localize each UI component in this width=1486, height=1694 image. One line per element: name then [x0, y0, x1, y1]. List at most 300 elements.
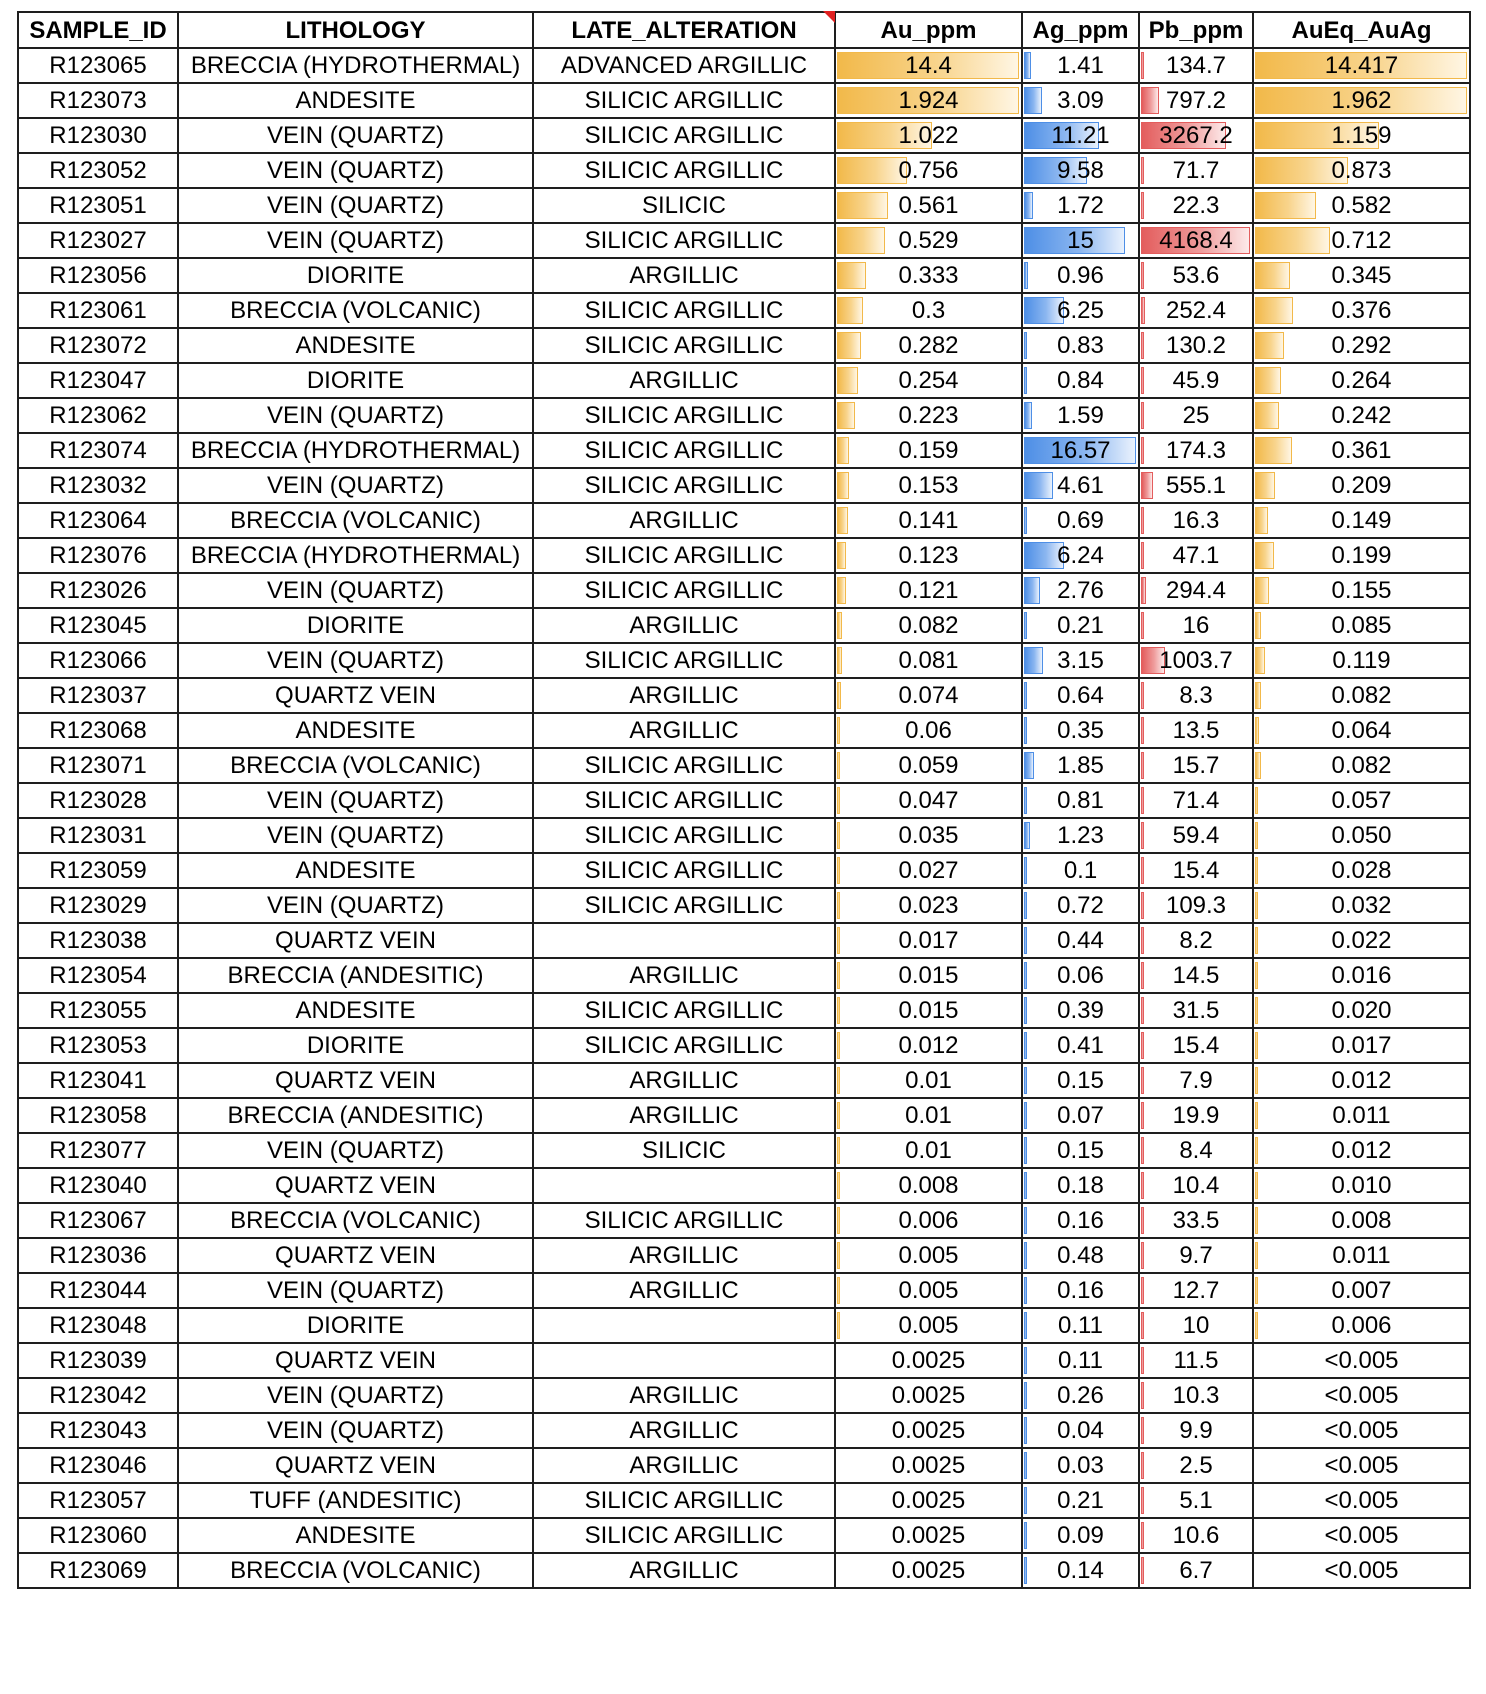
cell-sample-id[interactable]: R123048: [18, 1308, 178, 1343]
cell-aueq-auag[interactable]: [1253, 398, 1470, 433]
cell-pb-ppm[interactable]: [1139, 223, 1253, 258]
cell-late-alteration[interactable]: ARGILLIC: [533, 1378, 835, 1413]
cell-ag-ppm[interactable]: [1022, 1518, 1139, 1553]
cell-lithology[interactable]: BRECCIA (ANDESITIC): [178, 1098, 533, 1133]
cell-au-ppm[interactable]: [835, 1133, 1022, 1168]
cell-lithology[interactable]: QUARTZ VEIN: [178, 678, 533, 713]
cell-sample-id[interactable]: R123060: [18, 1518, 178, 1553]
cell-pb-ppm[interactable]: [1139, 958, 1253, 993]
header-pb-ppm[interactable]: Pb_ppm: [1139, 12, 1253, 48]
cell-lithology[interactable]: BRECCIA (VOLCANIC): [178, 503, 533, 538]
cell-lithology[interactable]: VEIN (QUARTZ): [178, 643, 533, 678]
cell-au-ppm[interactable]: [835, 993, 1022, 1028]
cell-aueq-auag[interactable]: [1253, 748, 1470, 783]
cell-ag-ppm[interactable]: [1022, 1133, 1139, 1168]
cell-late-alteration[interactable]: [533, 1308, 835, 1343]
cell-ag-ppm[interactable]: [1022, 538, 1139, 573]
cell-pb-ppm[interactable]: [1139, 1343, 1253, 1378]
cell-aueq-auag[interactable]: [1253, 538, 1470, 573]
cell-aueq-auag[interactable]: [1253, 258, 1470, 293]
cell-sample-id[interactable]: R123071: [18, 748, 178, 783]
cell-lithology[interactable]: ANDESITE: [178, 853, 533, 888]
cell-aueq-auag[interactable]: [1253, 48, 1470, 83]
cell-pb-ppm[interactable]: [1139, 503, 1253, 538]
cell-pb-ppm[interactable]: [1139, 1203, 1253, 1238]
cell-au-ppm[interactable]: [835, 1098, 1022, 1133]
cell-late-alteration[interactable]: SILICIC ARGILLIC: [533, 818, 835, 853]
cell-aueq-auag[interactable]: [1253, 1378, 1470, 1413]
cell-late-alteration[interactable]: [533, 1168, 835, 1203]
cell-late-alteration[interactable]: ARGILLIC: [533, 1553, 835, 1588]
cell-au-ppm[interactable]: [835, 888, 1022, 923]
cell-late-alteration[interactable]: SILICIC ARGILLIC: [533, 1483, 835, 1518]
cell-sample-id[interactable]: R123052: [18, 153, 178, 188]
cell-lithology[interactable]: VEIN (QUARTZ): [178, 783, 533, 818]
cell-au-ppm[interactable]: [835, 1203, 1022, 1238]
cell-lithology[interactable]: QUARTZ VEIN: [178, 1343, 533, 1378]
cell-au-ppm[interactable]: [835, 608, 1022, 643]
cell-ag-ppm[interactable]: [1022, 713, 1139, 748]
cell-pb-ppm[interactable]: [1139, 258, 1253, 293]
cell-au-ppm[interactable]: [835, 468, 1022, 503]
cell-pb-ppm[interactable]: [1139, 1273, 1253, 1308]
cell-late-alteration[interactable]: SILICIC ARGILLIC: [533, 293, 835, 328]
cell-pb-ppm[interactable]: [1139, 783, 1253, 818]
cell-sample-id[interactable]: R123043: [18, 1413, 178, 1448]
cell-sample-id[interactable]: R123051: [18, 188, 178, 223]
cell-ag-ppm[interactable]: [1022, 678, 1139, 713]
cell-ag-ppm[interactable]: [1022, 818, 1139, 853]
cell-aueq-auag[interactable]: [1253, 1133, 1470, 1168]
cell-pb-ppm[interactable]: [1139, 993, 1253, 1028]
cell-pb-ppm[interactable]: [1139, 888, 1253, 923]
cell-au-ppm[interactable]: [835, 818, 1022, 853]
cell-ag-ppm[interactable]: [1022, 83, 1139, 118]
cell-sample-id[interactable]: R123054: [18, 958, 178, 993]
cell-lithology[interactable]: VEIN (QUARTZ): [178, 1133, 533, 1168]
cell-aueq-auag[interactable]: [1253, 1098, 1470, 1133]
cell-sample-id[interactable]: R123053: [18, 1028, 178, 1063]
cell-aueq-auag[interactable]: [1253, 783, 1470, 818]
cell-sample-id[interactable]: R123032: [18, 468, 178, 503]
cell-au-ppm[interactable]: [835, 293, 1022, 328]
cell-sample-id[interactable]: R123042: [18, 1378, 178, 1413]
cell-aueq-auag[interactable]: [1253, 363, 1470, 398]
cell-late-alteration[interactable]: ARGILLIC: [533, 1238, 835, 1273]
cell-ag-ppm[interactable]: [1022, 1168, 1139, 1203]
cell-late-alteration[interactable]: SILICIC ARGILLIC: [533, 223, 835, 258]
cell-aueq-auag[interactable]: [1253, 853, 1470, 888]
cell-aueq-auag[interactable]: [1253, 643, 1470, 678]
cell-lithology[interactable]: BRECCIA (ANDESITIC): [178, 958, 533, 993]
cell-au-ppm[interactable]: [835, 153, 1022, 188]
cell-late-alteration[interactable]: ARGILLIC: [533, 1413, 835, 1448]
cell-aueq-auag[interactable]: [1253, 1168, 1470, 1203]
cell-aueq-auag[interactable]: [1253, 328, 1470, 363]
cell-au-ppm[interactable]: [835, 1483, 1022, 1518]
cell-aueq-auag[interactable]: [1253, 1518, 1470, 1553]
cell-au-ppm[interactable]: [835, 1063, 1022, 1098]
cell-pb-ppm[interactable]: [1139, 468, 1253, 503]
cell-sample-id[interactable]: R123066: [18, 643, 178, 678]
cell-late-alteration[interactable]: ARGILLIC: [533, 1448, 835, 1483]
cell-ag-ppm[interactable]: [1022, 573, 1139, 608]
cell-lithology[interactable]: VEIN (QUARTZ): [178, 573, 533, 608]
cell-ag-ppm[interactable]: [1022, 1203, 1139, 1238]
cell-sample-id[interactable]: R123038: [18, 923, 178, 958]
cell-au-ppm[interactable]: [835, 643, 1022, 678]
cell-sample-id[interactable]: R123058: [18, 1098, 178, 1133]
cell-au-ppm[interactable]: [835, 118, 1022, 153]
header-ag-ppm[interactable]: Ag_ppm: [1022, 12, 1139, 48]
cell-aueq-auag[interactable]: [1253, 433, 1470, 468]
cell-au-ppm[interactable]: [835, 328, 1022, 363]
cell-late-alteration[interactable]: SILICIC ARGILLIC: [533, 433, 835, 468]
header-sample-id[interactable]: SAMPLE_ID: [18, 12, 178, 48]
cell-ag-ppm[interactable]: [1022, 1063, 1139, 1098]
cell-pb-ppm[interactable]: [1139, 1028, 1253, 1063]
cell-aueq-auag[interactable]: [1253, 1553, 1470, 1588]
cell-ag-ppm[interactable]: [1022, 888, 1139, 923]
cell-pb-ppm[interactable]: [1139, 1168, 1253, 1203]
cell-sample-id[interactable]: R123059: [18, 853, 178, 888]
cell-lithology[interactable]: VEIN (QUARTZ): [178, 1273, 533, 1308]
header-aueq-auag[interactable]: AuEq_AuAg: [1253, 12, 1470, 48]
cell-aueq-auag[interactable]: [1253, 608, 1470, 643]
cell-lithology[interactable]: VEIN (QUARTZ): [178, 888, 533, 923]
cell-lithology[interactable]: DIORITE: [178, 258, 533, 293]
cell-ag-ppm[interactable]: [1022, 258, 1139, 293]
cell-lithology[interactable]: ANDESITE: [178, 83, 533, 118]
cell-pb-ppm[interactable]: [1139, 713, 1253, 748]
cell-ag-ppm[interactable]: [1022, 1378, 1139, 1413]
cell-pb-ppm[interactable]: [1139, 1483, 1253, 1518]
cell-aueq-auag[interactable]: [1253, 1483, 1470, 1518]
cell-lithology[interactable]: TUFF (ANDESITIC): [178, 1483, 533, 1518]
cell-ag-ppm[interactable]: [1022, 503, 1139, 538]
cell-pb-ppm[interactable]: [1139, 1378, 1253, 1413]
cell-aueq-auag[interactable]: [1253, 188, 1470, 223]
cell-late-alteration[interactable]: ARGILLIC: [533, 1273, 835, 1308]
cell-late-alteration[interactable]: SILICIC ARGILLIC: [533, 83, 835, 118]
cell-late-alteration[interactable]: SILICIC ARGILLIC: [533, 468, 835, 503]
cell-sample-id[interactable]: R123039: [18, 1343, 178, 1378]
cell-sample-id[interactable]: R123062: [18, 398, 178, 433]
cell-lithology[interactable]: QUARTZ VEIN: [178, 1168, 533, 1203]
cell-late-alteration[interactable]: ARGILLIC: [533, 503, 835, 538]
cell-pb-ppm[interactable]: [1139, 818, 1253, 853]
cell-pb-ppm[interactable]: [1139, 363, 1253, 398]
cell-au-ppm[interactable]: [835, 1343, 1022, 1378]
cell-late-alteration[interactable]: [533, 1343, 835, 1378]
cell-aueq-auag[interactable]: [1253, 468, 1470, 503]
cell-au-ppm[interactable]: [835, 538, 1022, 573]
cell-pb-ppm[interactable]: [1139, 328, 1253, 363]
cell-au-ppm[interactable]: [835, 783, 1022, 818]
cell-late-alteration[interactable]: SILICIC ARGILLIC: [533, 1518, 835, 1553]
cell-au-ppm[interactable]: [835, 748, 1022, 783]
cell-au-ppm[interactable]: [835, 1028, 1022, 1063]
cell-late-alteration[interactable]: SILICIC ARGILLIC: [533, 1203, 835, 1238]
cell-ag-ppm[interactable]: [1022, 328, 1139, 363]
cell-pb-ppm[interactable]: [1139, 923, 1253, 958]
cell-aueq-auag[interactable]: [1253, 923, 1470, 958]
cell-ag-ppm[interactable]: [1022, 1483, 1139, 1518]
cell-late-alteration[interactable]: SILICIC ARGILLIC: [533, 748, 835, 783]
cell-sample-id[interactable]: R123044: [18, 1273, 178, 1308]
cell-au-ppm[interactable]: [835, 1553, 1022, 1588]
cell-au-ppm[interactable]: [835, 1238, 1022, 1273]
cell-au-ppm[interactable]: [835, 258, 1022, 293]
cell-au-ppm[interactable]: [835, 363, 1022, 398]
header-lithology[interactable]: LITHOLOGY: [178, 12, 533, 48]
cell-aueq-auag[interactable]: [1253, 83, 1470, 118]
cell-sample-id[interactable]: R123031: [18, 818, 178, 853]
cell-ag-ppm[interactable]: [1022, 608, 1139, 643]
cell-pb-ppm[interactable]: [1139, 608, 1253, 643]
cell-late-alteration[interactable]: [533, 923, 835, 958]
cell-ag-ppm[interactable]: [1022, 853, 1139, 888]
cell-au-ppm[interactable]: [835, 1273, 1022, 1308]
cell-ag-ppm[interactable]: [1022, 433, 1139, 468]
cell-lithology[interactable]: VEIN (QUARTZ): [178, 398, 533, 433]
cell-lithology[interactable]: DIORITE: [178, 1028, 533, 1063]
cell-aueq-auag[interactable]: [1253, 1063, 1470, 1098]
cell-late-alteration[interactable]: SILICIC ARGILLIC: [533, 1028, 835, 1063]
cell-pb-ppm[interactable]: [1139, 1413, 1253, 1448]
cell-ag-ppm[interactable]: [1022, 1343, 1139, 1378]
cell-sample-id[interactable]: R123028: [18, 783, 178, 818]
cell-late-alteration[interactable]: SILICIC ARGILLIC: [533, 398, 835, 433]
cell-sample-id[interactable]: R123029: [18, 888, 178, 923]
cell-ag-ppm[interactable]: [1022, 468, 1139, 503]
cell-pb-ppm[interactable]: [1139, 748, 1253, 783]
cell-au-ppm[interactable]: [835, 713, 1022, 748]
cell-lithology[interactable]: DIORITE: [178, 1308, 533, 1343]
cell-sample-id[interactable]: R123064: [18, 503, 178, 538]
cell-sample-id[interactable]: R123030: [18, 118, 178, 153]
cell-lithology[interactable]: VEIN (QUARTZ): [178, 188, 533, 223]
cell-pb-ppm[interactable]: [1139, 1098, 1253, 1133]
cell-pb-ppm[interactable]: [1139, 643, 1253, 678]
cell-ag-ppm[interactable]: [1022, 1273, 1139, 1308]
cell-ag-ppm[interactable]: [1022, 748, 1139, 783]
cell-aueq-auag[interactable]: [1253, 1308, 1470, 1343]
cell-lithology[interactable]: QUARTZ VEIN: [178, 1063, 533, 1098]
cell-pb-ppm[interactable]: [1139, 83, 1253, 118]
cell-pb-ppm[interactable]: [1139, 293, 1253, 328]
cell-lithology[interactable]: DIORITE: [178, 363, 533, 398]
cell-lithology[interactable]: VEIN (QUARTZ): [178, 1413, 533, 1448]
cell-sample-id[interactable]: R123041: [18, 1063, 178, 1098]
cell-aueq-auag[interactable]: [1253, 1203, 1470, 1238]
cell-ag-ppm[interactable]: [1022, 153, 1139, 188]
cell-sample-id[interactable]: R123077: [18, 1133, 178, 1168]
cell-sample-id[interactable]: R123036: [18, 1238, 178, 1273]
cell-aueq-auag[interactable]: [1253, 993, 1470, 1028]
cell-aueq-auag[interactable]: [1253, 293, 1470, 328]
cell-sample-id[interactable]: R123061: [18, 293, 178, 328]
cell-sample-id[interactable]: R123076: [18, 538, 178, 573]
cell-au-ppm[interactable]: [835, 83, 1022, 118]
cell-ag-ppm[interactable]: [1022, 993, 1139, 1028]
cell-aueq-auag[interactable]: [1253, 713, 1470, 748]
cell-au-ppm[interactable]: [835, 398, 1022, 433]
cell-pb-ppm[interactable]: [1139, 433, 1253, 468]
cell-au-ppm[interactable]: [835, 678, 1022, 713]
cell-ag-ppm[interactable]: [1022, 1098, 1139, 1133]
cell-au-ppm[interactable]: [835, 1308, 1022, 1343]
cell-pb-ppm[interactable]: [1139, 153, 1253, 188]
cell-lithology[interactable]: VEIN (QUARTZ): [178, 223, 533, 258]
comment-indicator-icon[interactable]: [823, 11, 835, 23]
cell-late-alteration[interactable]: ARGILLIC: [533, 713, 835, 748]
cell-lithology[interactable]: BRECCIA (HYDROTHERMAL): [178, 48, 533, 83]
cell-late-alteration[interactable]: SILICIC ARGILLIC: [533, 573, 835, 608]
cell-pb-ppm[interactable]: [1139, 118, 1253, 153]
cell-aueq-auag[interactable]: [1253, 1343, 1470, 1378]
cell-ag-ppm[interactable]: [1022, 783, 1139, 818]
cell-sample-id[interactable]: R123055: [18, 993, 178, 1028]
header-au-ppm[interactable]: Au_ppm: [835, 12, 1022, 48]
cell-pb-ppm[interactable]: [1139, 1553, 1253, 1588]
cell-ag-ppm[interactable]: [1022, 958, 1139, 993]
cell-aueq-auag[interactable]: [1253, 678, 1470, 713]
cell-lithology[interactable]: BRECCIA (VOLCANIC): [178, 1203, 533, 1238]
cell-late-alteration[interactable]: SILICIC: [533, 1133, 835, 1168]
cell-late-alteration[interactable]: SILICIC ARGILLIC: [533, 643, 835, 678]
cell-sample-id[interactable]: R123037: [18, 678, 178, 713]
cell-sample-id[interactable]: R123057: [18, 1483, 178, 1518]
cell-late-alteration[interactable]: SILICIC ARGILLIC: [533, 888, 835, 923]
cell-au-ppm[interactable]: [835, 958, 1022, 993]
cell-au-ppm[interactable]: [835, 853, 1022, 888]
cell-ag-ppm[interactable]: [1022, 293, 1139, 328]
cell-sample-id[interactable]: R123074: [18, 433, 178, 468]
cell-au-ppm[interactable]: [835, 1168, 1022, 1203]
cell-late-alteration[interactable]: SILICIC: [533, 188, 835, 223]
cell-ag-ppm[interactable]: [1022, 398, 1139, 433]
cell-pb-ppm[interactable]: [1139, 1063, 1253, 1098]
cell-pb-ppm[interactable]: [1139, 1518, 1253, 1553]
cell-ag-ppm[interactable]: [1022, 223, 1139, 258]
cell-sample-id[interactable]: R123068: [18, 713, 178, 748]
cell-au-ppm[interactable]: [835, 573, 1022, 608]
cell-ag-ppm[interactable]: [1022, 48, 1139, 83]
cell-sample-id[interactable]: R123026: [18, 573, 178, 608]
cell-sample-id[interactable]: R123040: [18, 1168, 178, 1203]
cell-ag-ppm[interactable]: [1022, 1028, 1139, 1063]
cell-ag-ppm[interactable]: [1022, 643, 1139, 678]
cell-lithology[interactable]: BRECCIA (HYDROTHERMAL): [178, 538, 533, 573]
cell-pb-ppm[interactable]: [1139, 1448, 1253, 1483]
cell-lithology[interactable]: QUARTZ VEIN: [178, 1448, 533, 1483]
cell-lithology[interactable]: VEIN (QUARTZ): [178, 468, 533, 503]
cell-au-ppm[interactable]: [835, 1378, 1022, 1413]
cell-late-alteration[interactable]: ARGILLIC: [533, 258, 835, 293]
cell-sample-id[interactable]: R123069: [18, 1553, 178, 1588]
cell-aueq-auag[interactable]: [1253, 1413, 1470, 1448]
cell-lithology[interactable]: QUARTZ VEIN: [178, 1238, 533, 1273]
cell-ag-ppm[interactable]: [1022, 1448, 1139, 1483]
cell-sample-id[interactable]: R123072: [18, 328, 178, 363]
cell-late-alteration[interactable]: ARGILLIC: [533, 1063, 835, 1098]
cell-au-ppm[interactable]: [835, 188, 1022, 223]
cell-late-alteration[interactable]: ARGILLIC: [533, 958, 835, 993]
cell-aueq-auag[interactable]: [1253, 223, 1470, 258]
header-late-alteration[interactable]: LATE_ALTERATION: [533, 12, 835, 48]
cell-aueq-auag[interactable]: [1253, 958, 1470, 993]
cell-ag-ppm[interactable]: [1022, 1308, 1139, 1343]
cell-aueq-auag[interactable]: [1253, 153, 1470, 188]
cell-lithology[interactable]: ANDESITE: [178, 713, 533, 748]
cell-aueq-auag[interactable]: [1253, 573, 1470, 608]
cell-pb-ppm[interactable]: [1139, 1238, 1253, 1273]
cell-late-alteration[interactable]: ARGILLIC: [533, 363, 835, 398]
cell-late-alteration[interactable]: ARGILLIC: [533, 1098, 835, 1133]
cell-pb-ppm[interactable]: [1139, 48, 1253, 83]
cell-au-ppm[interactable]: [835, 48, 1022, 83]
cell-ag-ppm[interactable]: [1022, 1553, 1139, 1588]
cell-aueq-auag[interactable]: [1253, 1273, 1470, 1308]
cell-pb-ppm[interactable]: [1139, 1133, 1253, 1168]
cell-ag-ppm[interactable]: [1022, 1413, 1139, 1448]
cell-aueq-auag[interactable]: [1253, 888, 1470, 923]
cell-late-alteration[interactable]: SILICIC ARGILLIC: [533, 153, 835, 188]
cell-lithology[interactable]: BRECCIA (HYDROTHERMAL): [178, 433, 533, 468]
cell-late-alteration[interactable]: SILICIC ARGILLIC: [533, 993, 835, 1028]
cell-aueq-auag[interactable]: [1253, 118, 1470, 153]
cell-sample-id[interactable]: R123073: [18, 83, 178, 118]
cell-lithology[interactable]: ANDESITE: [178, 993, 533, 1028]
cell-lithology[interactable]: BRECCIA (VOLCANIC): [178, 1553, 533, 1588]
cell-lithology[interactable]: VEIN (QUARTZ): [178, 1378, 533, 1413]
cell-au-ppm[interactable]: [835, 923, 1022, 958]
cell-ag-ppm[interactable]: [1022, 363, 1139, 398]
cell-lithology[interactable]: DIORITE: [178, 608, 533, 643]
cell-ag-ppm[interactable]: [1022, 1238, 1139, 1273]
cell-pb-ppm[interactable]: [1139, 188, 1253, 223]
cell-aueq-auag[interactable]: [1253, 1448, 1470, 1483]
cell-lithology[interactable]: VEIN (QUARTZ): [178, 153, 533, 188]
cell-late-alteration[interactable]: ARGILLIC: [533, 678, 835, 713]
cell-sample-id[interactable]: R123047: [18, 363, 178, 398]
cell-ag-ppm[interactable]: [1022, 188, 1139, 223]
cell-pb-ppm[interactable]: [1139, 398, 1253, 433]
cell-lithology[interactable]: VEIN (QUARTZ): [178, 818, 533, 853]
cell-aueq-auag[interactable]: [1253, 1238, 1470, 1273]
cell-sample-id[interactable]: R123027: [18, 223, 178, 258]
cell-late-alteration[interactable]: SILICIC ARGILLIC: [533, 118, 835, 153]
cell-pb-ppm[interactable]: [1139, 853, 1253, 888]
cell-aueq-auag[interactable]: [1253, 503, 1470, 538]
cell-au-ppm[interactable]: [835, 1413, 1022, 1448]
cell-au-ppm[interactable]: [835, 433, 1022, 468]
cell-late-alteration[interactable]: SILICIC ARGILLIC: [533, 853, 835, 888]
cell-late-alteration[interactable]: SILICIC ARGILLIC: [533, 538, 835, 573]
cell-pb-ppm[interactable]: [1139, 573, 1253, 608]
cell-late-alteration[interactable]: SILICIC ARGILLIC: [533, 783, 835, 818]
cell-pb-ppm[interactable]: [1139, 1308, 1253, 1343]
cell-pb-ppm[interactable]: [1139, 678, 1253, 713]
cell-lithology[interactable]: ANDESITE: [178, 1518, 533, 1553]
cell-au-ppm[interactable]: [835, 1448, 1022, 1483]
cell-au-ppm[interactable]: [835, 1518, 1022, 1553]
cell-sample-id[interactable]: R123046: [18, 1448, 178, 1483]
cell-late-alteration[interactable]: SILICIC ARGILLIC: [533, 328, 835, 363]
cell-pb-ppm[interactable]: [1139, 538, 1253, 573]
cell-au-ppm[interactable]: [835, 503, 1022, 538]
